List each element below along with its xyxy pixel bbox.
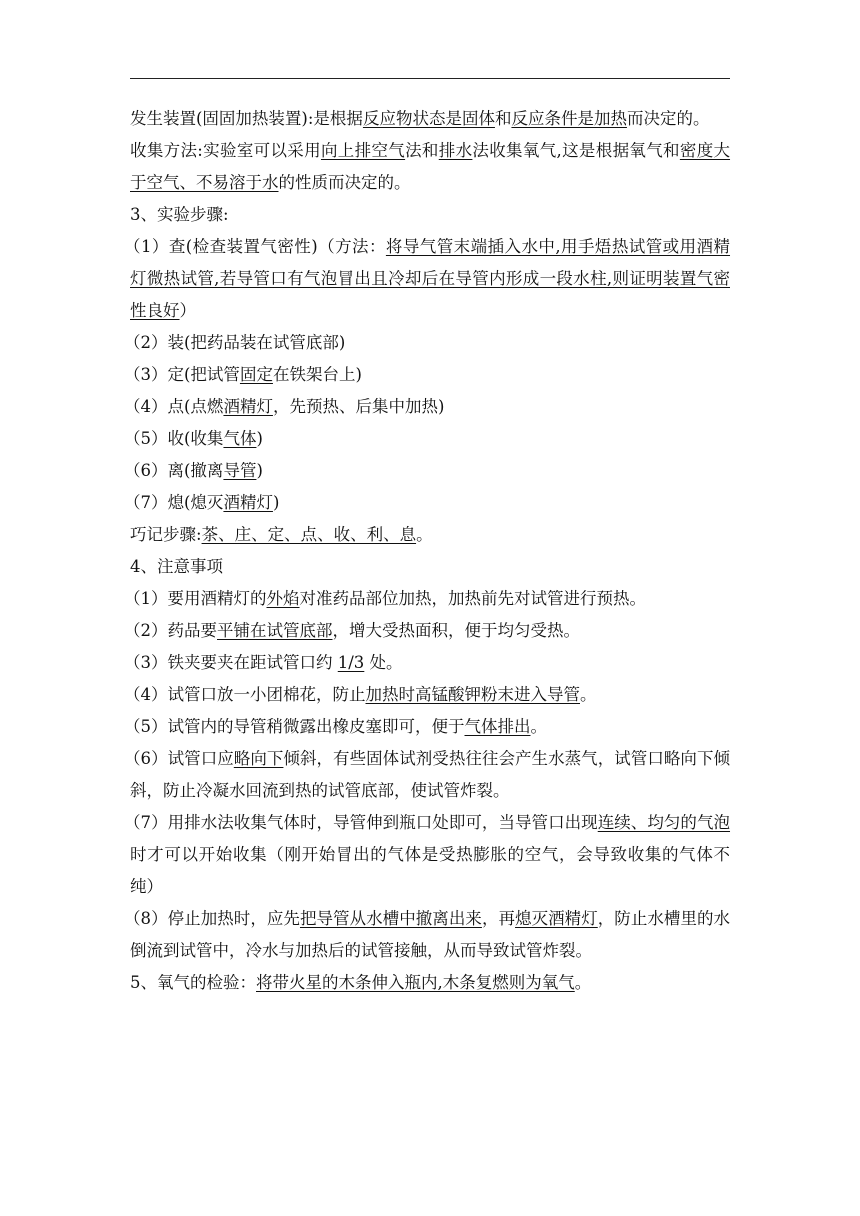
list-item <box>124 583 730 615</box>
list-item <box>124 743 731 807</box>
text-run: （5）收(收集 <box>124 429 224 448</box>
text-run: 。 <box>416 525 433 544</box>
text-run: 4、注意事项 <box>130 557 223 576</box>
text-run: 发生装置(固固加热装置):是根据 <box>130 109 363 128</box>
text-run: 收集方法:实验室可以采用 <box>130 141 321 160</box>
underlined-answer: 把导管从水槽中撤离出来 <box>299 909 482 928</box>
list-item <box>124 487 730 519</box>
underlined-answer: 将带火星的木条伸入瓶内,木条复燃则为氧气 <box>256 973 575 992</box>
text-run: （1）要用酒精灯的 <box>124 589 267 608</box>
list-item <box>124 679 730 711</box>
text-run: （7）用排水法收集气体时，导管伸到瓶口处即可，当导管口出现 <box>124 813 598 832</box>
underlined-answer: 固定 <box>239 365 273 384</box>
list-item <box>124 807 731 903</box>
underlined-answer: 密度大于空气、不易溶于水 <box>130 141 731 192</box>
underlined-answer: 熄灭酒精灯 <box>515 909 598 928</box>
underlined-answer: 加热时高锰酸钾粉末进入导管 <box>365 685 580 704</box>
underlined-answer: 茶、庄、定、点、收、利、息 <box>201 525 417 544</box>
text-run: 巧记步骤: <box>130 525 202 544</box>
text-run: ，先预热、后集中加热) <box>272 397 445 416</box>
list-item <box>124 391 730 423</box>
paragraph <box>130 135 730 199</box>
text-run: 的性质而决定的。 <box>278 173 411 192</box>
text-run: ) <box>256 461 263 480</box>
text-run: （2）药品要 <box>124 621 217 640</box>
underlined-answer: 向上排空气 <box>320 141 406 160</box>
text-run: （3）铁夹要夹在距试管口约 <box>124 653 338 672</box>
text-run: （1）查(检查装置气密性)（方法： <box>124 237 386 256</box>
underlined-answer: 排水 <box>438 141 473 160</box>
header-rule <box>130 78 730 79</box>
text-run: （6）离(撤离 <box>124 461 224 480</box>
list-item <box>124 711 730 743</box>
underlined-answer: 外焰 <box>266 589 300 608</box>
text-run: 对准药品部位加热，加热前先对试管进行预热。 <box>299 589 646 608</box>
paragraph <box>130 519 730 551</box>
text-run: （4）试管口放一小团棉花，防止 <box>124 685 366 704</box>
paragraph <box>130 103 730 135</box>
text-run: （2）装(把药品装在试管底部) <box>124 333 346 352</box>
underlined-answer: 气体 <box>223 429 257 448</box>
underlined-answer: 酒精灯 <box>223 397 273 416</box>
text-run: ) <box>272 493 280 512</box>
text-run: 。 <box>530 717 547 736</box>
text-run: 而决定的。 <box>626 109 710 128</box>
paragraph <box>130 967 730 999</box>
text-run: 和 <box>494 109 512 128</box>
text-run: 时才可以开始收集（刚开始冒出的气体是受热膨胀的空气，会导致收集的气体不纯） <box>130 845 730 896</box>
underlined-answer: 略向下 <box>233 749 284 768</box>
list-item <box>124 647 730 679</box>
text-run: 。 <box>574 973 592 992</box>
text-run: 在铁架台上) <box>272 365 362 384</box>
text-run: （8）停止加热时，应先 <box>124 909 300 928</box>
text-run: ） <box>179 301 196 320</box>
list-item <box>124 615 730 647</box>
text-run: （4）点(点燃 <box>124 397 224 416</box>
list-item <box>124 231 731 327</box>
list-item <box>124 903 731 967</box>
text-run: （3）定(把试管 <box>124 365 240 384</box>
text-run: 倾斜，有些固体试剂受热往往会产生水蒸气，试管口略向下倾斜，防止冷凝水回流到热的试管底部，使试管炸裂。 <box>130 749 731 800</box>
paragraph <box>130 199 730 231</box>
underlined-answer: 平铺在试管底部 <box>217 621 333 640</box>
text-run: 。 <box>580 685 597 704</box>
text-run: ) <box>256 429 263 448</box>
underlined-answer: 气体排出 <box>464 717 531 736</box>
text-run: 法和 <box>405 141 439 160</box>
text-run: ，增大受热面积，便于均匀受热。 <box>332 621 580 640</box>
underlined-answer: 连续、均匀的气泡 <box>597 813 731 832</box>
paragraph <box>130 551 730 583</box>
text-run: 处。 <box>364 653 403 672</box>
text-run: （7）熄(熄灭 <box>124 493 224 512</box>
document-body <box>124 103 731 999</box>
text-run: ，防止水槽里的水倒流到试管中，冷水与加热后的试管接触，从而导致试管炸裂。 <box>130 909 731 960</box>
underlined-answer: 酒精灯 <box>223 493 273 512</box>
underlined-answer: 将导气管末端插入水中,用手焐热试管或用酒精灯微热试管,若导管口有气泡冒出且冷却后在导管内形成一段水柱,则证明装置气密性良好 <box>130 237 731 320</box>
text-run: 法收集氧气,这是根据氧气和 <box>472 141 680 160</box>
text-run: （5）试管内的导管稍微露出橡皮塞即可，便于 <box>124 717 465 736</box>
text-run: （6）试管口应 <box>124 749 234 768</box>
underlined-answer: 导管 <box>223 461 257 480</box>
underlined-answer: 反应物状态是固体 <box>362 109 495 128</box>
list-item <box>124 327 730 359</box>
underlined-answer: 1/3 <box>337 653 365 672</box>
list-item <box>124 455 730 487</box>
text-run: 5、氧气的检验： <box>130 973 256 992</box>
underlined-answer: 反应条件是加热 <box>511 109 627 128</box>
list-item <box>124 423 730 455</box>
text-run: ，再 <box>481 909 516 928</box>
list-item <box>124 359 730 391</box>
text-run: 3、实验步骤: <box>130 205 229 224</box>
